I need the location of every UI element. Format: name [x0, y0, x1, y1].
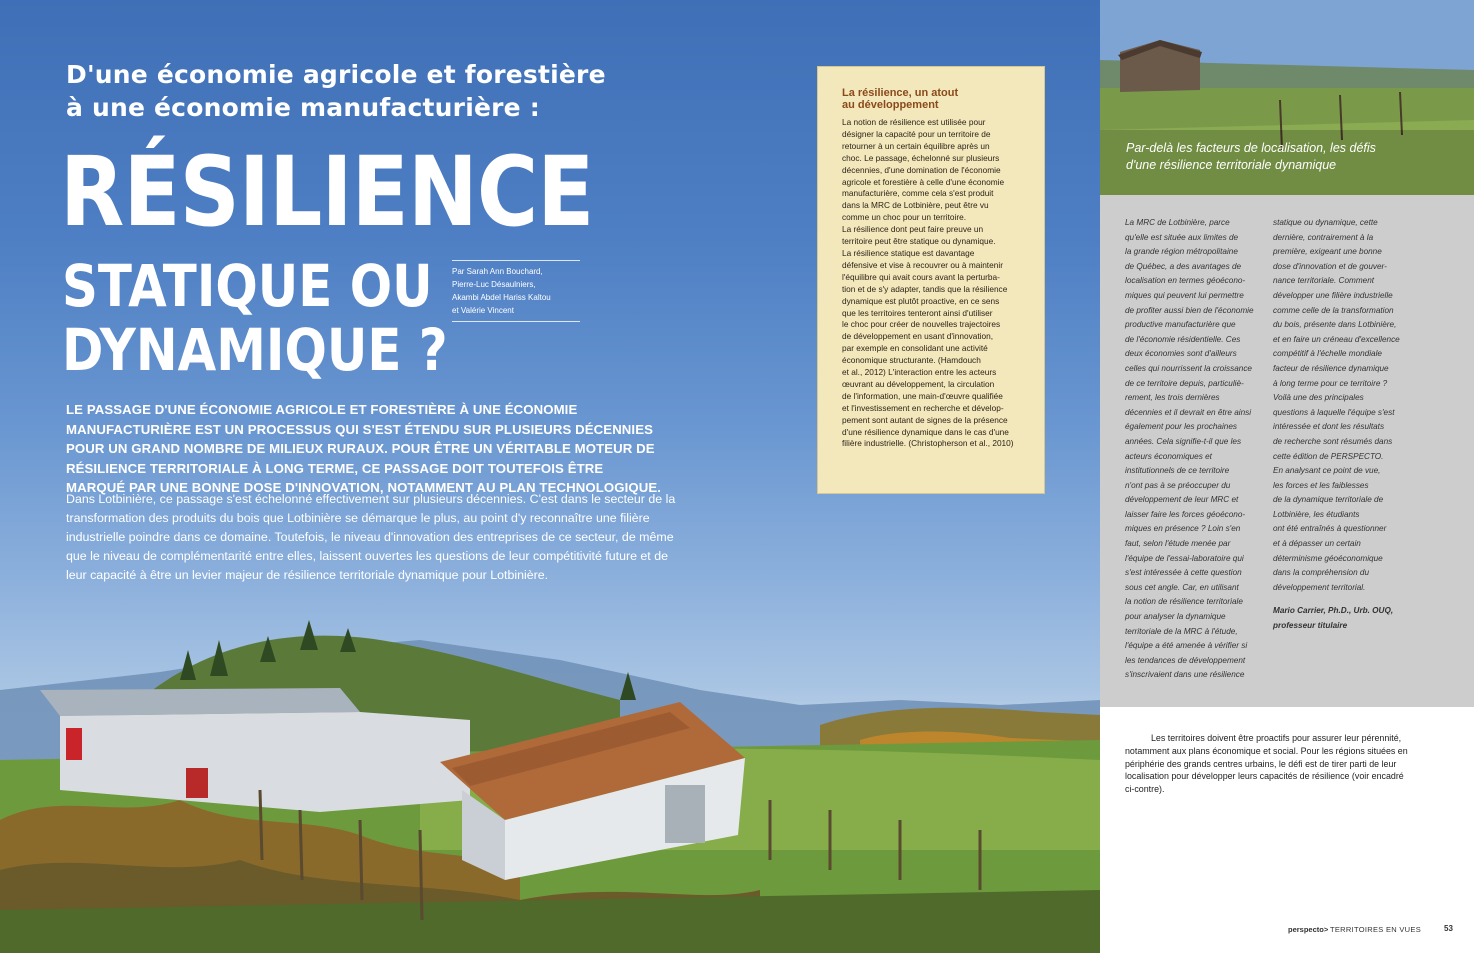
- editorial-column-2: statique ou dynamique, cette dernière, contrairement à la première, exigeant une bonne dose d'innovation et de gouver- nance territoriale. Comment développer une filière industrielle comme celle de la transformation du bois, présente dans Lotbinière, et en faire un créneau d'excellence compétitif à l'échelle mondiale facteur de résilience dynamique à long terme pour ce territoire ? Voilà une des principales questions à laquelle l'équipe s'est intéressée et dont les résultats de recherche sont résumés dans cette édition de PERSPECTO. En analysant ce point de vue, les forces et les faiblesses de la dynamique territoriale de Lotbinière, les étudiants ont été entraînés à questionner et à dépasser un certain déterminisme géoéconomique dans la compréhension du développement territorial.: [1273, 218, 1400, 592]
- body-paragraph: Dans Lotbinière, ce passage s'est échelonné effectivement sur plusieurs décennies. C'est dans le secteur de la transformation des produits du bois que Lotbinière se démarque le plus, au point d'y reconnaître une filière industrielle poindre dans ce domaine. Toutefois, le niveau d'innovation des entreprises de ce secteur, de même que le niveau de complémentarité entre elles, laissent ouvertes les questions de leur compétitivité future et de leur capacité à être un levier majeur de résilience territoriale dynamique pour Lotbinière.: [66, 492, 676, 582]
- article-subtitle: STATIQUE OU DYNAMIQUE ?: [62, 252, 448, 384]
- sidebar-title: La résilience, un atout au développement: [842, 87, 959, 111]
- byline-text: Par Sarah Ann Bouchard, Pierre-Luc Désaulniers, Akambi Abdel Hariss Kaltou et Valérie Vincent: [452, 267, 551, 315]
- editorial-column-1: La MRC de Lotbinière, parce qu'elle est située aux limites de la grande région métropolitaine de Québec, a des avantages de localisation en termes géoécono- miques qui peuvent lui permettre de profiter aussi bien de l'économie productive manufacturière que de l'économie résidentielle. Ces deux économies sont d'ailleurs celles qui nourrissent la croissance de ce territoire depuis, particuliè- rement, les trois dernières décennies et il devrait en être ainsi également pour les prochaines années. Cela signifie-t-il que les acteurs économiques et institutionnels de ce territoire n'ont pas à se préoccuper du développement de leur MRC et laisser faire les forces géoécono- miques en présence ? Loin s'en faut, selon l'étude menée par l'équipe de l'essai-laboratoire qui s'est intéressée à cette question sous cet angle. Car, en utilisant la notion de résilience territoriale pour analyser la dynamique territoriale de la MRC à l'étude, l'équipe a été amenée à vérifier si les tendances de développement s'inscrivaient dans une résilience: [1125, 218, 1254, 680]
- author-byline: [452, 260, 580, 322]
- sidebar-box: [817, 66, 1045, 494]
- footer-brand: perspecto>: [1288, 925, 1329, 934]
- article-kicker: D'une économie agricole et forestière à une économie manufacturière :: [66, 60, 606, 122]
- editorial-signature: Mario Carrier, Ph.D., Urb. OUQ, professeur titulaire: [1273, 606, 1394, 630]
- lede-paragraph: LE PASSAGE D'UNE ÉCONOMIE AGRICOLE ET FORESTIÈRE À UNE ÉCONOMIE MANUFACTURIÈRE EST UN PROCESSUS QUI S'EST ÉTENDU SUR PLUSIEURS DÉCENNIES POUR UN GRAND NOMBRE DE MILIEUX RURAUX. POUR ÊTRE UN VÉRITABLE MOTEUR DE RÉSILIENCE TERRITORIALE À LONG TERME, CE PASSAGE DOIT TOUTEFOIS ÊTRE MARQUÉ PAR UNE BONNE DOSE D'INNOVATION, NOTAMMENT AU PLAN TECHNOLOGIQUE.: [66, 402, 661, 495]
- footer-section: TERRITOIRES EN VUES: [1330, 925, 1421, 934]
- photo-caption: Par-delà les facteurs de localisation, les défis d'une résilience territoriale dynamique: [1126, 141, 1376, 172]
- page-number: 53: [1444, 924, 1453, 933]
- article-title: RÉSILIENCE: [60, 136, 594, 248]
- sidebar-body: La notion de résilience est utilisée pour désigner la capacité pour un territoire de retourner à un certain équilibre après un choc. Le passage, échelonné sur plusieurs décennies, d'une domination de l'économie agricole et forestière à celle d'une économie manufacturière, comme cela s'est produit dans la MRC de Lotbinière, peut être vu comme un choc pour un territoire. La résilience dont peut faire preuve un territoire peut être statique ou dynamique. La résilience statique est davantage défensive et vise à recouvrer ou à maintenir l'équilibre qui avait cours avant la perturba- tion et de s'y adapter, tandis que la résilience dynamique est plutôt proactive, en ce sens que les territoires tenteront ainsi d'utiliser le choc pour créer de nouvelles trajectoires de développement en usant d'innovation, par exemple en consolidant une activité économique structurante. (Hamdouch et al., 2012) L'interaction entre les acteurs œuvrant au développement, la circulation de l'information, une main-d'œuvre qualifiée et l'investissement en recherche et dévelop- pement sont autant de signes de la présence d'une résilience dynamique dans le cas d'une filière industrielle. (Christopherson et al., 2010): [842, 117, 1014, 449]
- intro-paragraph: Les territoires doivent être proactifs pour assurer leur pérennité, notamment aux plans économique et social. Pour les régions situées en périphérie des grands centres urbains, le défi est de tirer parti de leur localisation pour développer leurs capacités de résilience (voir encadré ci-contre).: [1125, 733, 1408, 795]
